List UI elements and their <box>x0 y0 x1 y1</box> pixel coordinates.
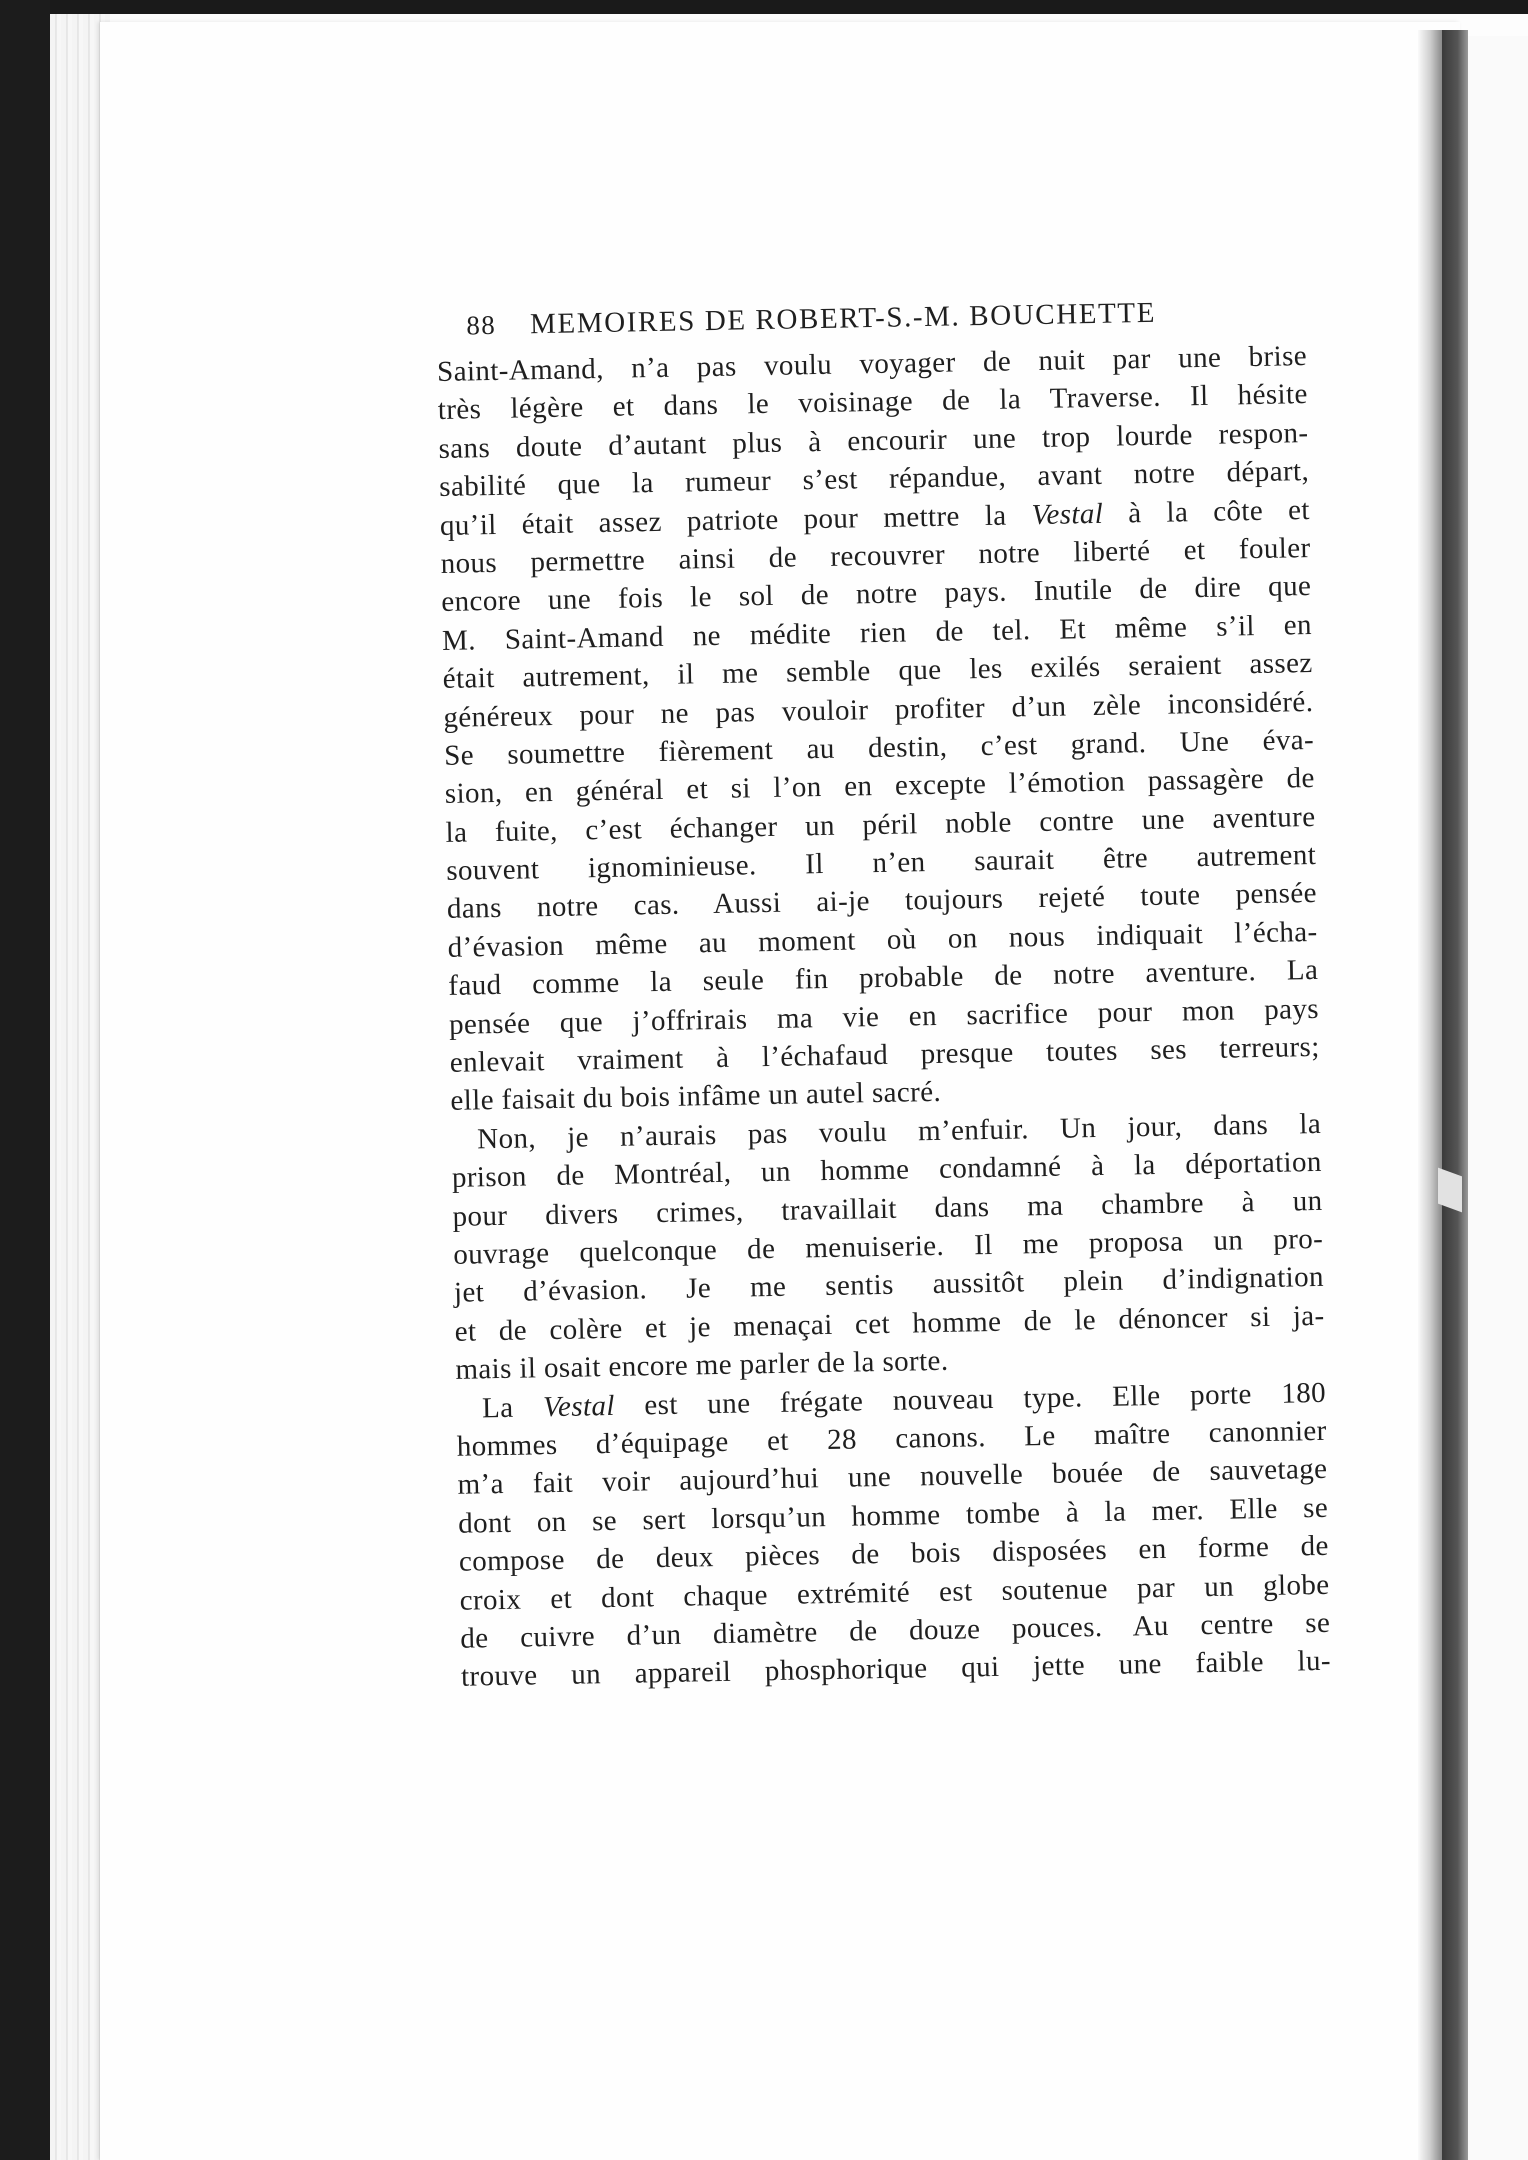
text-line: sion, en général et si l’on en excepte l’émotion passagère de <box>444 762 1316 811</box>
text-line: la fuite, c’est échanger un péril noble contre une aventure <box>445 800 1316 849</box>
text-line: m’a fait voir aujourd’hui une nouvelle bouée de sauvetage <box>457 1453 1328 1502</box>
text-line: jet d’évasion. Je me sentis aussitôt plein d’indignation <box>453 1261 1325 1310</box>
text-line: très légère et dans le voisinage de la Traverse. Il hésite <box>437 378 1308 427</box>
text-line: elle faisait du bois infâme un autel sacré. <box>450 1076 942 1118</box>
text-line: ouvrage quelconque de menuiserie. Il me proposa un pro- <box>453 1222 1324 1271</box>
text-line: souvent ignominieuse. Il n’en saurait être autrement <box>445 839 1317 887</box>
page-fold <box>1418 30 1442 2160</box>
text-line: pour divers crimes, travaillait dans ma chambre à un <box>452 1184 1323 1233</box>
text-line: d’évasion même au moment où on nous indiquait l’écha- <box>447 915 1318 964</box>
text-line: sans doute d’autant plus à encourir une trop lourde respon- <box>438 416 1309 465</box>
text-segment: La <box>481 1390 544 1424</box>
text-line: généreux pour ne pas vouloir profiter d’un zèle inconsidéré. <box>443 685 1314 734</box>
text-line: enlevait vraiment à l’échafaud presque toutes ses terreurs; <box>449 1030 1320 1079</box>
text-line: et de colère et je menaçai cet homme de le dénoncer si ja- <box>454 1299 1325 1348</box>
body-text <box>437 337 1331 1696</box>
text-line: compose de deux pièces de bois disposées en forme de <box>458 1529 1330 1578</box>
text-line: Se soumettre fièrement au destin, c’est grand. Une éva- <box>443 723 1315 772</box>
page-number: 88 <box>466 309 497 341</box>
text-block <box>436 294 1331 1696</box>
text-line: était autrement, il me semble que les exilés seraient assez <box>442 647 1313 696</box>
text-line: dans notre cas. Aussi ai-je toujours rejeté toute pensée <box>446 877 1318 926</box>
gutter-shadow <box>1442 30 1468 2160</box>
text-line: faud comme la seule fin probable de notre aventure. La <box>448 954 1319 1003</box>
text-segment: est une frégate nouveau type. Elle porte 180 <box>614 1376 1327 1422</box>
text-line: trouve un appareil phosphorique qui jette une faible lu- <box>460 1645 1332 1694</box>
text-line: prison de Montréal, un homme condamné à la déportation <box>451 1146 1323 1195</box>
text-line: dont on se sert lorsqu’un homme tombe à la mer. Elle se <box>457 1491 1329 1540</box>
text-line: de cuivre d’un diamètre de douze pouces. Au centre se <box>460 1606 1331 1655</box>
text-line: mais il osait encore me parler de la sorte. <box>455 1344 949 1386</box>
text-line: encore une fois le sol de notre pays. Inutile de dire que <box>441 570 1312 619</box>
scan-top-edge <box>0 0 1528 14</box>
text-line: nous permettre ainsi de recouvrer notre liberté et fouler <box>440 531 1311 580</box>
text-segment: à la côte et <box>1102 493 1311 530</box>
binding-edge <box>0 0 50 2160</box>
text-line: croix et dont chaque extrémité est soutenue par un globe <box>459 1568 1330 1617</box>
text-line: M. Saint-Amand ne médite rien de tel. Et même s’il en <box>441 608 1313 657</box>
ship-name-italic: Vestal <box>542 1389 616 1423</box>
text-line: Non, je n’aurais pas voulu m’enfuir. Un jour, dans la <box>476 1107 1322 1156</box>
running-title: MEMOIRES DE ROBERT-S.-M. BOUCHETTE <box>529 296 1157 341</box>
text-line: Saint-Amand, n’a pas voulu voyager de nuit par une brise <box>436 340 1308 388</box>
text-segment: qu’il était assez patriote pour mettre la <box>439 498 1032 542</box>
text-line: pensée que j’offrirais ma vie en sacrifice pour mon pays <box>448 992 1320 1041</box>
ship-name-italic: Vestal <box>1031 497 1104 531</box>
facing-page-edge <box>1468 36 1528 2160</box>
text-line: sabilité que la rumeur s’est répandue, avant notre départ, <box>438 455 1310 504</box>
text-line: hommes d’équipage et 28 canons. Le maître canonnier <box>456 1414 1327 1463</box>
